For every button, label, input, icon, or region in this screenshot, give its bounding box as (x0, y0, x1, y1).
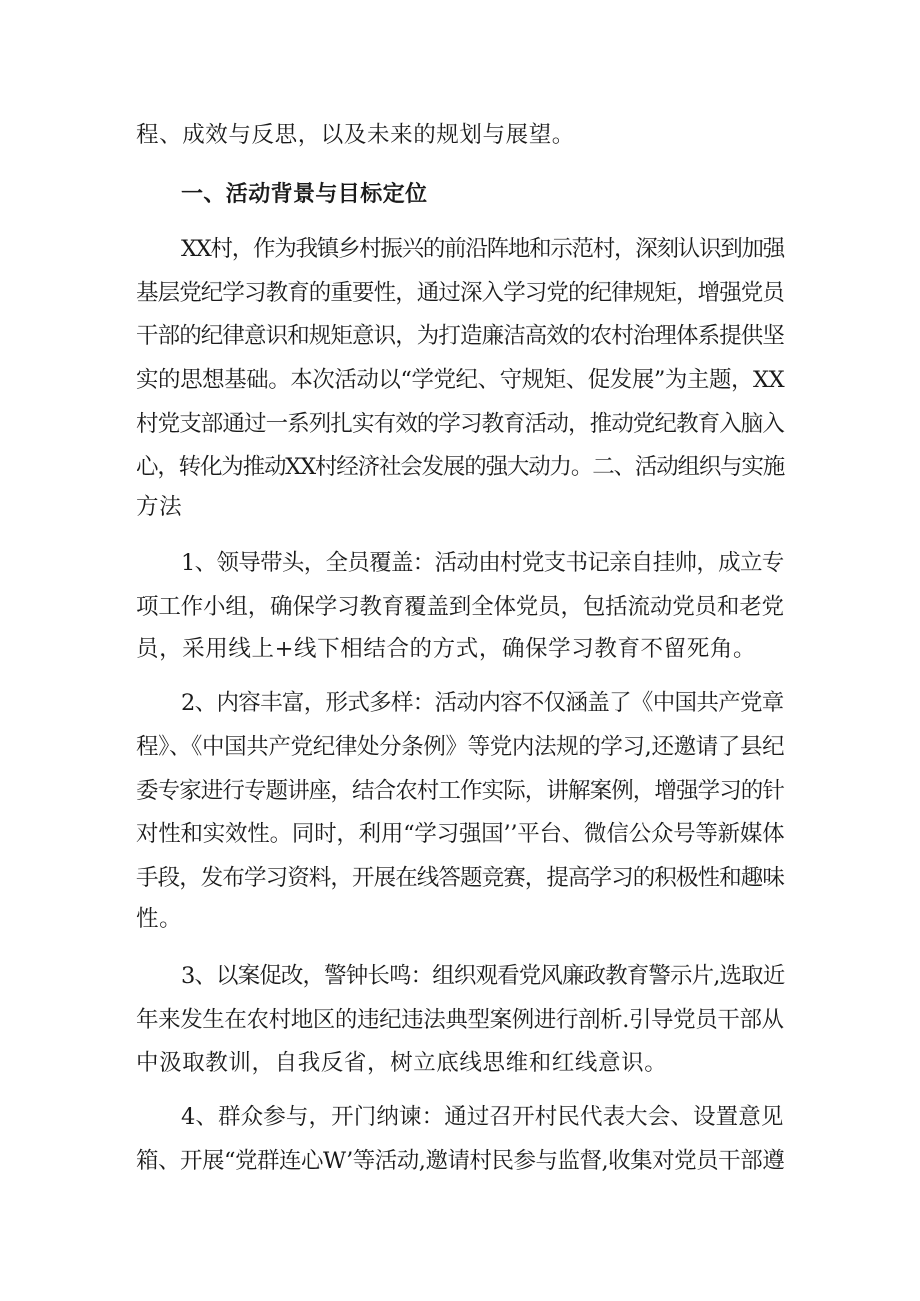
paragraph-line: 对性和实效性。同时，利用“学习强国’’平台、微信公众号等新媒体 (136, 821, 785, 847)
paragraph-line: 干部的纪律意识和规矩意识，为打造廉洁高效的农村治理体系提供坚 (136, 323, 785, 349)
paragraph-line: 方法 (136, 494, 183, 520)
section-heading: 一、活动背景与目标定位 (181, 182, 428, 207)
paragraph-line: 2、内容丰富，形式多样：活动内容不仅涵盖了《中国共产党章 (181, 690, 784, 716)
paragraph-line: 心，转化为推动XX村经济社会发展的强大动力。二、活动组织与实施 (136, 454, 785, 480)
paragraph-line: 程》、《中国共产党纪律处分条例》等党内法规的学习,还邀请了县纪 (136, 734, 785, 760)
intro-line: 程、成效与反思，以及未来的规划与展望。 (136, 122, 575, 148)
paragraph-line: 4、群众参与，开门纳谏：通过召开村民代表大会、设置意见 (181, 1104, 784, 1130)
paragraph-line: 项工作小组，确保学习教育覆盖到全体党员，包括流动党员和老党 (136, 594, 784, 620)
paragraph-line: 1、领导带头，全员覆盖：活动由村党支书记亲自挂帅，成立专 (181, 550, 784, 576)
paragraph-line: 性。 (136, 906, 183, 932)
paragraph-line: 村党支部通过一系列扎实有效的学习教育活动，推动党纪教育入脑入 (136, 411, 785, 437)
paragraph-line: 委专家进行专题讲座，结合农村工作实际，讲解案例，增强学习的针 (136, 778, 785, 804)
paragraph-line: 手段，发布学习资料，开展在线答题竞赛，提高学习的积极性和趣味 (136, 865, 785, 891)
paragraph-line: 基层党纪学习教育的重要性，通过深入学习党的纪律规矩，增强党员 (136, 280, 785, 306)
paragraph-line: 实的思想基础。本次活动以“学党纪、守规矩、促发展”为主题，XX (136, 367, 785, 393)
paragraph-line: 年来发生在农村地区的违纪违法典型案例进行剖析.引导党员干部从 (136, 1007, 784, 1033)
paragraph-line: XX村，作为我镇乡村振兴的前沿阵地和示范村，深刻认识到加强 (181, 236, 784, 262)
paragraph-line: 箱、开展“党群连心W’等活动,邀请村民参与监督,收集对党员干部遵 (136, 1148, 785, 1174)
paragraph-line: 3、以案促改，警钟长鸣：组织观看党风廉政教育警示片,选取近 (181, 963, 785, 989)
paragraph-line: 中汲取教训，自我反省，树立底线思维和红线意识。 (136, 1050, 668, 1076)
paragraph-line: 员，采用线上+线下相结合的方式，确保学习教育不留死角。 (136, 636, 757, 662)
